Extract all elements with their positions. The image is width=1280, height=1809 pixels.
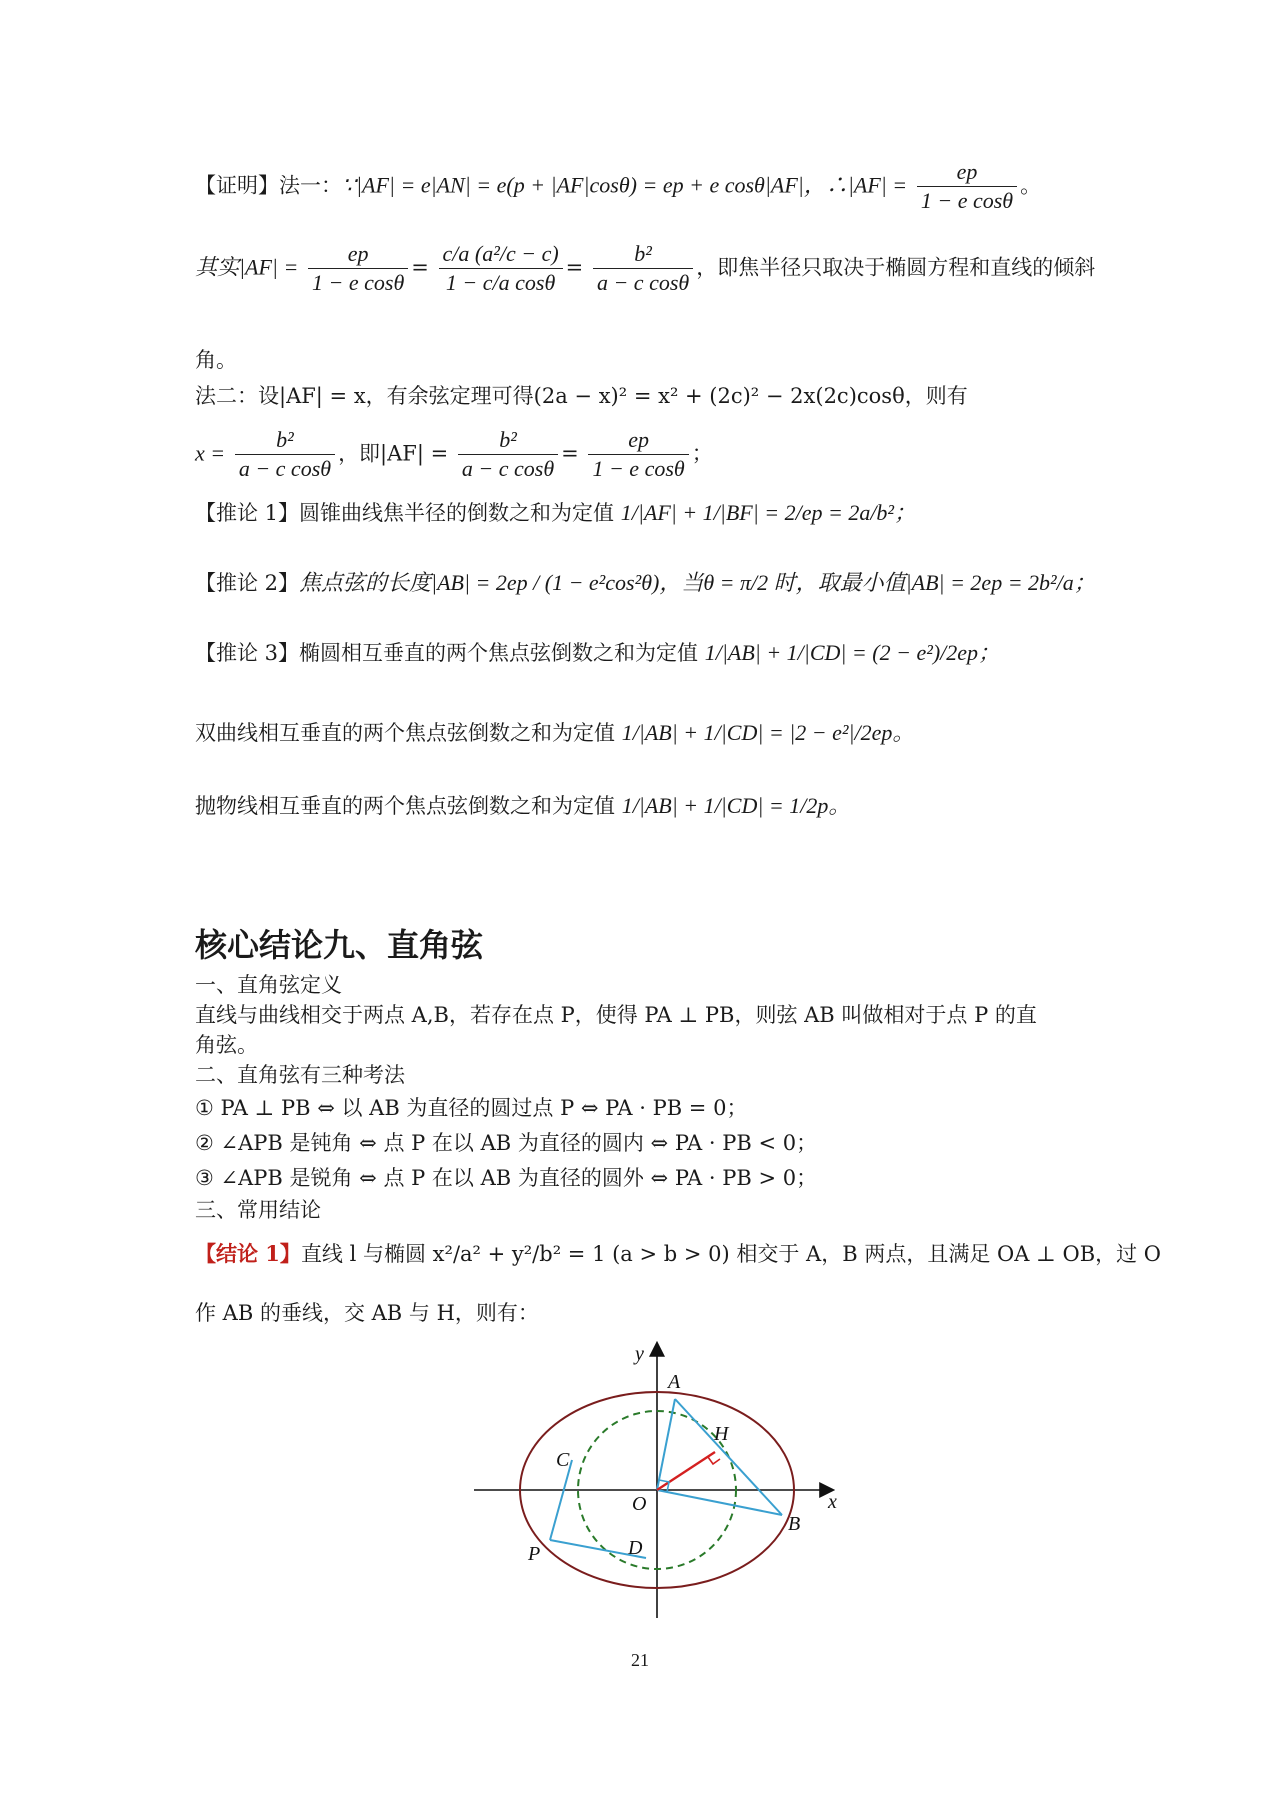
label-H: H xyxy=(714,1423,729,1445)
method2-mid: ，即|AF| = xyxy=(338,441,449,466)
fraction-numerator: c/a (a²/c − c) xyxy=(439,240,563,269)
proof-method1-fraction xyxy=(917,158,1017,216)
proof-method1-end: 。 xyxy=(1020,173,1042,198)
proof-method1-line xyxy=(195,158,1041,216)
label-P: P xyxy=(528,1543,541,1565)
corollary-3-text: 椭圆相互垂直的两个焦点弦倒数之和为定值 xyxy=(299,641,699,665)
actual-explanation: ，即焦半径只取决于椭圆方程和直线的倾斜 xyxy=(696,255,1096,280)
label-D: D xyxy=(628,1537,643,1559)
ellipse-figure xyxy=(470,1340,850,1620)
corollary-1 xyxy=(195,502,916,524)
hyperbola-text: 双曲线相互垂直的两个焦点弦倒数之和为定值 xyxy=(195,721,615,745)
perpendicular-OH xyxy=(657,1452,715,1490)
proof-actual-line: 其实|AF| = $\frac{ep}{\text{1 − e cosθ}}$ = $\frac{\text{c/a (a²/c − c)}}{\text{1 − c/a cosθ}}$ = $\frac{\text{b²}}{\text{a − c cosθ}}$ ，即焦半径只取决于椭圆方程和直线的倾斜 xyxy=(195,240,1095,298)
parabola-formula: 1/|AB| + 1/|CD| = 1/2p。 xyxy=(621,793,851,818)
hyperbola-line xyxy=(195,722,914,744)
corollary-3-label: 【推论 3】 xyxy=(195,641,300,665)
fraction-denominator: a − c cosθ xyxy=(461,456,555,482)
parabola-line xyxy=(195,795,850,817)
corollary-2-label: 【推论 2】 xyxy=(195,571,300,595)
fraction-numerator: ep xyxy=(588,426,688,455)
actual-fraction-1 xyxy=(308,240,408,298)
hyperbola-formula: 1/|AB| + 1/|CD| = |2 − e²|/2ep。 xyxy=(621,720,915,745)
fraction-denominator: 1 − c/a cosθ xyxy=(445,270,556,296)
label-O: O xyxy=(632,1493,647,1515)
fraction-denominator: a − c cosθ xyxy=(238,456,332,482)
chord-PC xyxy=(550,1460,572,1540)
section-heading: 核心结论九、直角弦 xyxy=(195,926,484,964)
conclusion-label: 【结论 1】 xyxy=(195,1241,301,1266)
fraction-numerator: b² xyxy=(458,426,558,455)
proof-method2-line: 法二：设|AF| = x，有余弦定理可得(2a − x)² = x² + (2c)² − 2x(2c)cosθ，则有 xyxy=(195,384,968,408)
corollary-2-text: 焦点弦的长度|AB| = 2ep / (1 − e²cos²θ)，当θ = π/2 时，取最小值|AB| = 2ep = 2b²/a； xyxy=(299,570,1096,595)
fraction-numerator: b² xyxy=(235,426,335,455)
actual-fraction-2 xyxy=(439,240,563,298)
proof-method2-result: x = $\frac{\text{b²}}{\text{a − c cosθ}}$ ，即|AF| = $\frac{\text{b²}}{\text{a − c cosθ}}$ = $\frac{ep}{\text{1 − e cosθ}}$ ； xyxy=(195,426,713,484)
segment-OA xyxy=(657,1399,675,1490)
label-A: A xyxy=(668,1371,681,1393)
definition-text-1: 直线与曲线相交于两点 A,B，若存在点 P，使得 PA ⊥ PB，则弦 AB 叫做相对于点 P 的直 xyxy=(195,1003,1037,1027)
common-title: 三、常用结论 xyxy=(195,1198,321,1222)
actual-explanation-2: 角。 xyxy=(195,348,237,372)
fraction-numerator: b² xyxy=(593,240,693,269)
method-b: ② ∠APB 是钝角 ⇔ 点 P 在以 AB 为直径的圆内 ⇔ PA · PB < 0； xyxy=(195,1131,818,1155)
fraction-denominator: 1 − e cosθ xyxy=(920,188,1014,214)
proof-method1-formula: ∵|AF| = e|AN| = e(p + |AF|cosθ) = ep + e cosθ|AF|，∴|AF| = xyxy=(342,172,908,198)
method2-fraction-c xyxy=(588,426,688,484)
method2-fraction xyxy=(235,426,335,484)
method2-fraction-b xyxy=(458,426,558,484)
corollary-3 xyxy=(195,642,1000,664)
fraction-numerator: ep xyxy=(917,158,1017,187)
parabola-text: 抛物线相互垂直的两个焦点弦倒数之和为定值 xyxy=(195,794,615,818)
definition-title: 一、直角弦定义 xyxy=(195,973,342,997)
right-angle-marker-H xyxy=(708,1457,720,1464)
proof-label: 【证明】法一： xyxy=(195,173,342,198)
definition-text-2: 角弦。 xyxy=(195,1033,258,1057)
method-a: ① PA ⊥ PB ⇔ 以 AB 为直径的圆过点 P ⇔ PA · PB = 0； xyxy=(195,1096,748,1120)
fraction-numerator: ep xyxy=(308,240,408,269)
actual-prefix: 其实|AF| = xyxy=(195,254,299,280)
label-x: x xyxy=(828,1491,837,1513)
fraction-denominator: 1 − e cosθ xyxy=(312,270,405,296)
label-B: B xyxy=(788,1513,801,1535)
method2-x-prefix: x = xyxy=(195,440,226,466)
actual-fraction-3 xyxy=(593,240,693,298)
fraction-denominator: 1 − e cosθ xyxy=(592,456,685,482)
label-y: y xyxy=(635,1343,644,1365)
method2-end: ； xyxy=(691,441,713,466)
corollary-1-label: 【推论 1】 xyxy=(195,501,300,525)
label-C: C xyxy=(556,1449,570,1471)
page-number: 21 xyxy=(631,1650,649,1670)
conclusion-text-2: 作 AB 的垂线，交 AB 与 H，则有： xyxy=(195,1301,539,1325)
methods-title: 二、直角弦有三种考法 xyxy=(195,1063,405,1087)
conclusion-1 xyxy=(195,1243,1161,1265)
corollary-2 xyxy=(195,572,1096,594)
corollary-3-formula: 1/|AB| + 1/|CD| = (2 − e²)/2ep； xyxy=(704,640,1001,665)
method-c: ③ ∠APB 是锐角 ⇔ 点 P 在以 AB 为直径的圆外 ⇔ PA · PB > 0； xyxy=(195,1166,818,1190)
fraction-denominator: a − c cosθ xyxy=(596,270,690,296)
conclusion-text: 直线 l 与椭圆 x²/a² + y²/b² = 1 (a > b > 0) 相交于 A，B 两点，且满足 OA ⊥ OB，过 O xyxy=(300,1242,1162,1266)
corollary-1-formula: 1/|AF| + 1/|BF| = 2/ep = 2a/b²； xyxy=(620,500,917,525)
corollary-1-text: 圆锥曲线焦半径的倒数之和为定值 xyxy=(299,501,615,525)
